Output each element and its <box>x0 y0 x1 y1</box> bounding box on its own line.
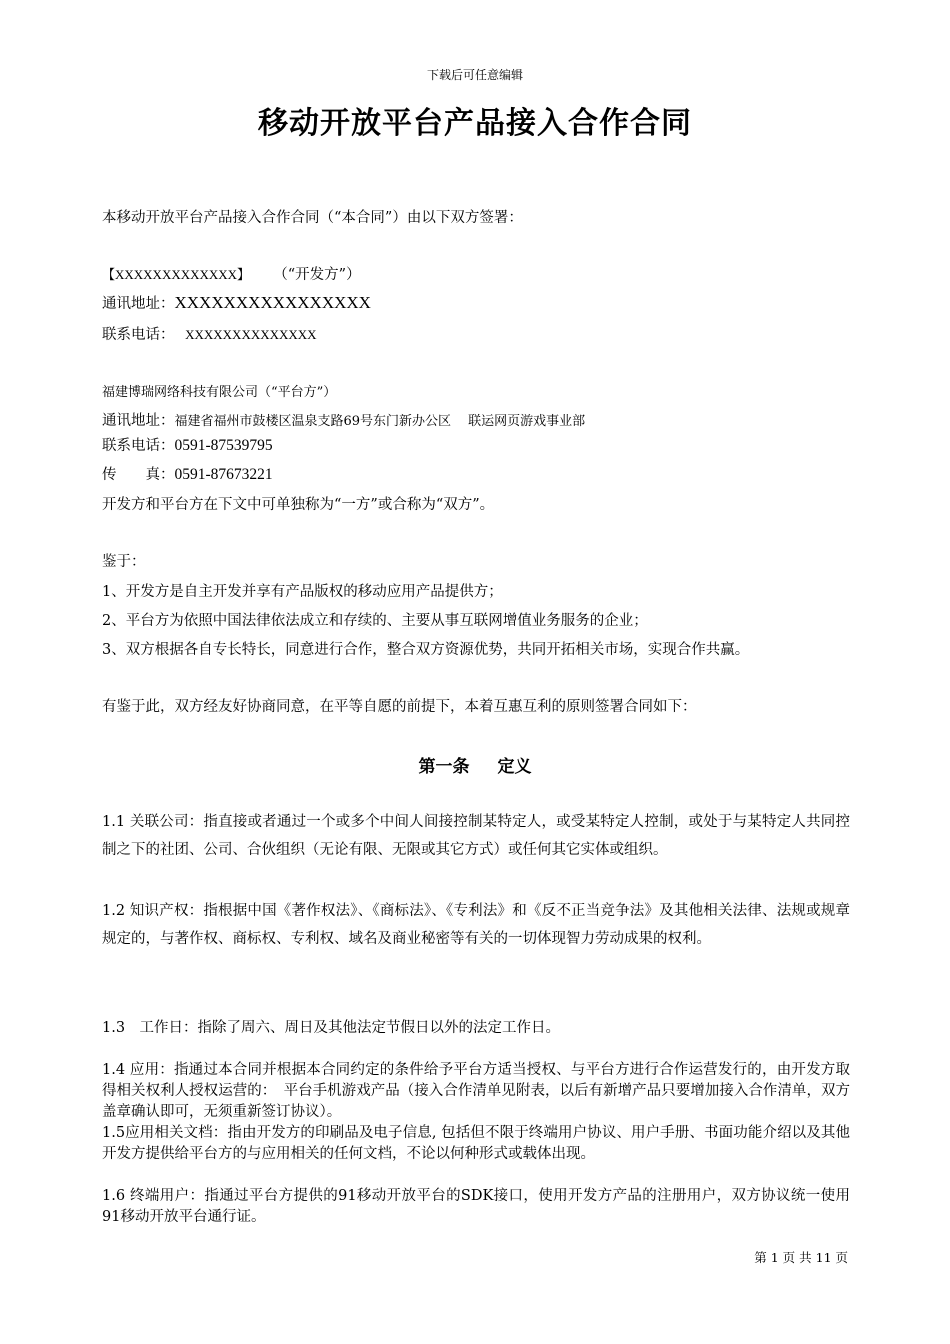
developer-phone-value: XXXXXXXXXXXXXX <box>185 327 317 342</box>
header-note: 下载后可任意编辑 <box>426 68 523 82</box>
developer-address-value: XXXXXXXXXXXXXXXX <box>174 293 371 312</box>
developer-name: 【XXXXXXXXXXXXX】 <box>102 267 251 282</box>
definition-1-2: 1.2 知识产权：指根据中国《著作权法》、《商标法》、《专利法》和《反不正当竞争法》及其他相关法律、法规或规章规定的，与著作权、商标权、专利权、域名及商业秘密等有关的一切体现智力劳动成果的权利。 <box>102 903 850 947</box>
definition-1-3: 1.3 工作日：指除了周六、周日及其他法定节假日以外的法定工作日。 <box>102 1020 561 1036</box>
definition-1-6: 1.6 终端用户：指通过平台方提供的91移动开放平台的SDK接口，使用开发方产品的注册用户，双方协议统一使用91移动开放平台通行证。 <box>102 1188 850 1225</box>
definition-1-5: 1.5应用相关文档：指由开发方的印刷品及电子信息, 包括但不限于终端用户协议、用户手册、书面功能介绍以及其他开发方提供给平台方的与应用相关的任何文档，不论以何种形式或载体出现。 <box>102 1125 850 1162</box>
page-footer: 第 1 页 共 11 页 <box>754 1250 848 1265</box>
platform-phone-label: 联系电话： <box>102 438 175 454</box>
developer-phone-line <box>102 323 317 344</box>
platform-phone-value: 0591-87539795 <box>174 437 273 454</box>
platform-address-label: 通讯地址： <box>102 413 175 429</box>
party-note: 开发方和平台方在下文中可单独称为“一方”或合称为“双方”。 <box>102 497 495 513</box>
section-number: 第一条 <box>418 757 470 777</box>
agreement-intro: 有鉴于此，双方经友好协商同意，在平等自愿的前提下，本着互惠互利的原则签署合同如下： <box>102 699 697 715</box>
platform-fax-value: 0591-87673221 <box>174 466 273 483</box>
intro-line: 本移动开放平台产品接入合作合同（“本合同”）由以下双方签署： <box>102 210 523 226</box>
whereas-item: 3、双方根据各自专长特长，同意进行合作，整合双方资源优势，共同开拓相关市场，实现合作共赢。 <box>102 642 750 658</box>
platform-phone-line <box>102 434 273 455</box>
section-name: 定义 <box>497 757 532 777</box>
developer-address-line <box>102 292 371 313</box>
whereas-item: 1、开发方是自主开发并享有产品版权的移动应用产品提供方； <box>102 584 503 600</box>
document-title: 移动开放平台产品接入合作合同 <box>258 106 692 141</box>
developer-name-line <box>102 263 361 284</box>
definition-1-4: 1.4 应用：指通过本合同并根据本合同约定的条件给予平台方适当授权、与平台方进行合作运营发行的，由开发方取得相关权利人授权运营的： 平台手机游戏产品（接入合作清单见附表，以后有新增产品只要增加接入合作清单，双方盖章确认即可，无须重新签订协议）。 <box>102 1062 850 1120</box>
section-heading <box>0 752 950 777</box>
platform-name-line: 福建博瑞网络科技有限公司（“平台方”） <box>102 385 337 400</box>
developer-role: （“开发方”） <box>273 267 361 283</box>
whereas-item: 2、平台方为依照中国法律依法成立和存续的、主要从事互联网增值业务服务的企业； <box>102 613 648 629</box>
developer-address-label: 通讯地址： <box>102 296 175 312</box>
platform-fax-line <box>102 463 273 484</box>
developer-phone-label: 联系电话： <box>102 327 175 343</box>
platform-fax-label: 传 真： <box>102 467 175 483</box>
definition-1-1: 1.1 关联公司：指直接或者通过一个或多个中间人间接控制某特定人，或受某特定人控制，或处于与某特定人共同控制之下的社团、公司、合伙组织（无论有限、无限或其它方式）或任何其它实体或组织。 <box>102 814 850 858</box>
platform-address-value: 福建省福州市鼓楼区温泉支路69号东门新办公区 联运网页游戏事业部 <box>174 414 586 429</box>
platform-address-line <box>102 409 585 430</box>
whereas-heading: 鉴于： <box>102 554 146 570</box>
